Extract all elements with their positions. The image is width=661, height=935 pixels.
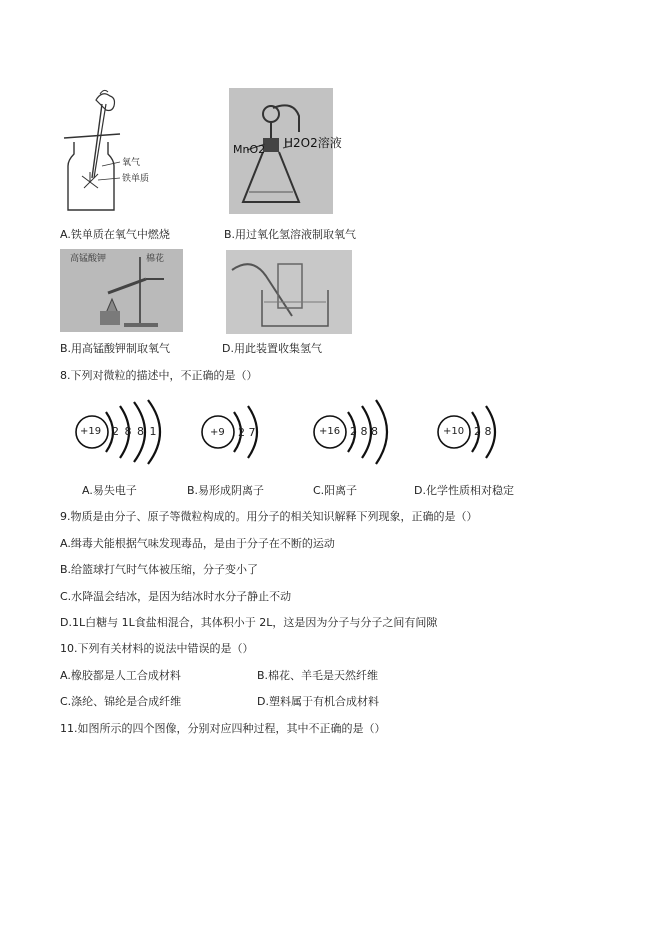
q9-stem: 9.物质是由分子、原子等微粒构成的。用分子的相关知识解释下列现象，正确的是（）: [60, 510, 478, 523]
nucleus-a: +19: [80, 426, 102, 437]
label-iron: 铁单质: [122, 174, 150, 184]
caption-d: D.用此装置收集氢气: [222, 342, 322, 355]
label-h2o2: H2O2溶液: [284, 136, 342, 150]
caption-c: B.用高锰酸钾制取氧气: [60, 342, 171, 355]
nucleus-b: +9: [210, 427, 225, 438]
figure-a-iron-burning: [60, 86, 170, 218]
q10-option-c: C.涤纶、锦纶是合成纤维: [60, 695, 182, 708]
q10-option-b: B.棉花、羊毛是天然纤维: [257, 669, 379, 682]
figure-c-kmno4-apparatus: [60, 249, 183, 332]
caption-a: A.铁单质在氧气中燃烧: [60, 228, 170, 241]
label-kmno4: 高锰酸钾: [70, 254, 107, 264]
caption-b: B.用过氧化氢溶液制取氧气: [224, 228, 357, 241]
figure-b-h2o2-apparatus: [229, 88, 342, 214]
atom-diagram-b: [200, 402, 270, 462]
atom-diagram-a: [74, 400, 174, 464]
q9-option-d: D.1L白糖与 1L食盐相混合，其体积小于 2L，这是因为分子与分子之间有间隙: [60, 616, 438, 629]
shells-d: 2 8: [474, 425, 492, 438]
q11-stem: 11.如图所示的四个图像，分别对应四种过程，其中不正确的是（）: [60, 722, 386, 735]
q10-option-a: A.橡胶都是人工合成材料: [60, 669, 181, 682]
label-cotton: 棉花: [146, 254, 165, 264]
q8-option-a: A.易失电子: [82, 484, 137, 497]
q9-option-b: B.给篮球打气时气体被压缩，分子变小了: [60, 563, 259, 576]
atom-diagram-c: [312, 400, 402, 464]
shells-a: 2 8 8 1: [112, 425, 158, 438]
nucleus-c: +16: [319, 426, 341, 437]
q8-option-b: B.易形成阴离子: [187, 484, 265, 497]
q9-option-a: A.缉毒犬能根据气味发现毒品，是由于分子在不断的运动: [60, 537, 335, 550]
label-mno2: MnO2: [233, 143, 266, 156]
nucleus-d: +10: [443, 426, 465, 437]
q10-stem: 10.下列有关材料的说法中错误的是（）: [60, 642, 254, 655]
atom-diagram-d: [436, 400, 512, 464]
q8-stem: 8.下列对微粒的描述中，不正确的是（）: [60, 369, 258, 382]
q10-option-d: D.塑料属于有机合成材料: [257, 695, 379, 708]
q9-option-c: C.水降温会结冰，是因为结冰时水分子静止不动: [60, 590, 292, 603]
q8-option-c: C.阳离子: [313, 484, 358, 497]
label-oxygen: 氧气: [122, 158, 141, 168]
figure-d-gas-collection: [226, 250, 352, 334]
shells-b: 2 7: [238, 426, 256, 439]
shells-c: 2 8 8: [350, 425, 378, 438]
q8-option-d: D.化学性质相对稳定: [414, 484, 514, 497]
